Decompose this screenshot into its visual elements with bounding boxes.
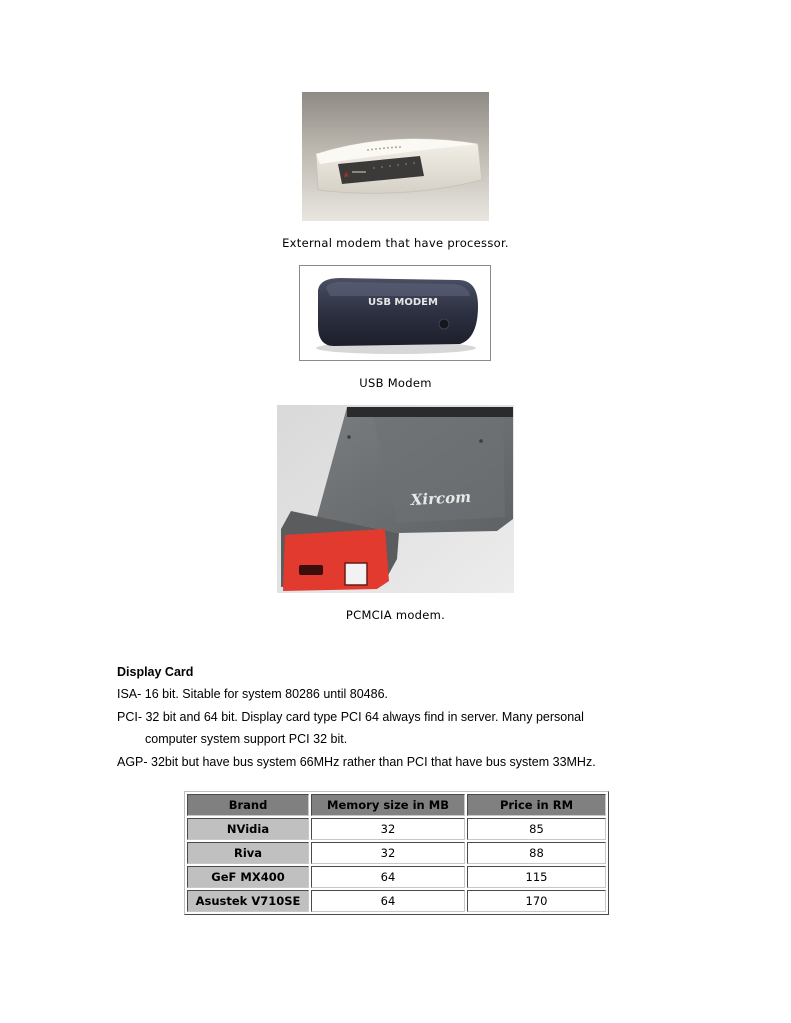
brand-cell: Asustek V710SE <box>187 890 309 912</box>
svg-text:A: A <box>344 172 349 179</box>
agp-line: AGP- 32bit but have bus system 66MHz rather than PCI that have bus system 33MHz. <box>117 755 596 769</box>
isa-line: ISA- 16 bit. Sitable for system 80286 until 80486. <box>117 687 388 701</box>
table-header-cell: Brand <box>187 794 309 816</box>
table-row <box>187 842 606 864</box>
table-header-cell: Memory size in MB <box>311 794 465 816</box>
memory-cell: 32 <box>311 818 465 840</box>
brand-cell: Riva <box>187 842 309 864</box>
pcmcia-modem-caption: PCMCIA modem. <box>345 608 446 622</box>
table-row <box>187 818 606 840</box>
external-modem-caption: External modem that have processor. <box>282 236 509 250</box>
price-cell: 88 <box>467 842 606 864</box>
table-row <box>187 890 606 912</box>
pcmcia-modem-illustration <box>277 405 514 593</box>
usb-modem-caption: USB Modem <box>359 376 432 390</box>
memory-cell: 64 <box>311 890 465 912</box>
pcmcia-brand-label: Xircom <box>410 487 472 509</box>
table-header-row <box>187 794 606 816</box>
brand-cell: NVidia <box>187 818 309 840</box>
table-row <box>187 866 606 888</box>
usb-modem-label: USB MODEM <box>368 297 438 308</box>
memory-cell: 32 <box>311 842 465 864</box>
brand-cell: GeF MX400 <box>187 866 309 888</box>
price-cell: 85 <box>467 818 606 840</box>
usb-modem-illustration <box>300 266 490 360</box>
memory-cell: 64 <box>311 866 465 888</box>
price-cell: 115 <box>467 866 606 888</box>
price-cell: 170 <box>467 890 606 912</box>
external-modem-illustration <box>302 92 489 221</box>
section-heading: Display Card <box>117 665 194 679</box>
display-card-table <box>184 791 609 915</box>
table-header-cell: Price in RM <box>467 794 606 816</box>
external-modem-image <box>302 92 489 221</box>
pci-line: PCI- 32 bit and 64 bit. Display card type PCI 64 always find in server. Many personal <box>117 710 584 724</box>
pci-line-continued: computer system support PCI 32 bit. <box>145 732 348 746</box>
usb-modem-image <box>299 265 491 361</box>
pcmcia-modem-image <box>277 405 514 593</box>
